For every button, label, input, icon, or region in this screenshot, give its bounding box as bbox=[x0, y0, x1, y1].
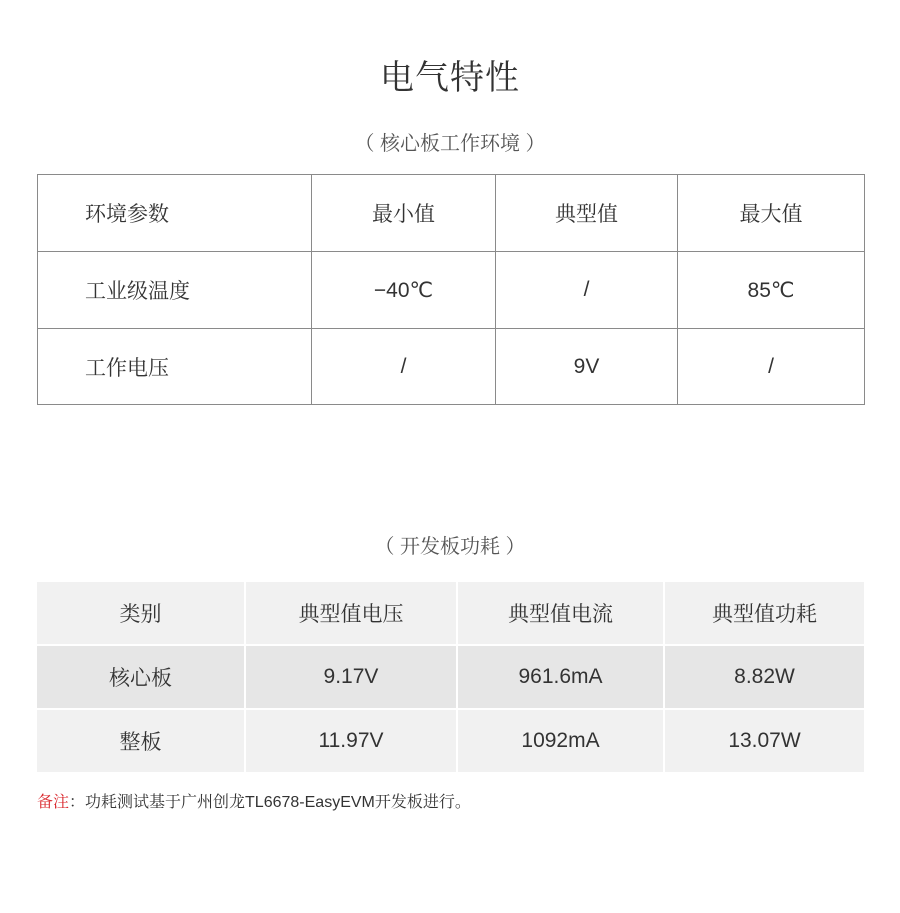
power-header-category: 类别 bbox=[37, 582, 245, 645]
power-table bbox=[37, 582, 864, 772]
footnote-text: 功耗测试基于广州创龙TL6678-EasyEVM开发板进行。 bbox=[85, 794, 471, 811]
power-cell: 961.6mA bbox=[457, 645, 664, 709]
power-header-voltage: 典型值电压 bbox=[245, 582, 457, 645]
footnote bbox=[37, 792, 471, 814]
power-table-header-row bbox=[37, 582, 864, 645]
power-cell: 整板 bbox=[37, 709, 245, 772]
env-table bbox=[37, 174, 865, 405]
footnote-label: 备注 bbox=[37, 794, 70, 811]
footnote-separator: ： bbox=[69, 794, 86, 811]
page-title: 电气特性 bbox=[380, 59, 520, 97]
power-cell: 11.97V bbox=[245, 709, 457, 772]
power-section-subtitle: （ 开发板功耗 ） bbox=[374, 536, 526, 558]
env-cell: 85℃ bbox=[678, 252, 865, 329]
table-row bbox=[38, 252, 865, 329]
power-cell: 核心板 bbox=[37, 645, 245, 709]
env-cell: −40℃ bbox=[312, 252, 496, 329]
power-cell: 13.07W bbox=[664, 709, 864, 772]
env-header-typical: 典型值 bbox=[496, 175, 678, 252]
env-cell: / bbox=[496, 252, 678, 329]
power-cell: 8.82W bbox=[664, 645, 864, 709]
env-header-max: 最大值 bbox=[678, 175, 865, 252]
env-header-min: 最小值 bbox=[312, 175, 496, 252]
power-header-current: 典型值电流 bbox=[457, 582, 664, 645]
env-cell: 工业级温度 bbox=[38, 252, 312, 329]
power-cell: 1092mA bbox=[457, 709, 664, 772]
env-cell: 9V bbox=[496, 329, 678, 405]
table-row bbox=[38, 329, 865, 405]
table-row bbox=[37, 709, 864, 772]
env-cell: / bbox=[678, 329, 865, 405]
env-table-header-row bbox=[38, 175, 865, 252]
env-cell: 工作电压 bbox=[38, 329, 312, 405]
env-cell: / bbox=[312, 329, 496, 405]
env-header-param: 环境参数 bbox=[38, 175, 312, 252]
power-cell: 9.17V bbox=[245, 645, 457, 709]
table-row bbox=[37, 645, 864, 709]
power-header-power: 典型值功耗 bbox=[664, 582, 864, 645]
env-section-subtitle: （ 核心板工作环境 ） bbox=[354, 133, 546, 155]
